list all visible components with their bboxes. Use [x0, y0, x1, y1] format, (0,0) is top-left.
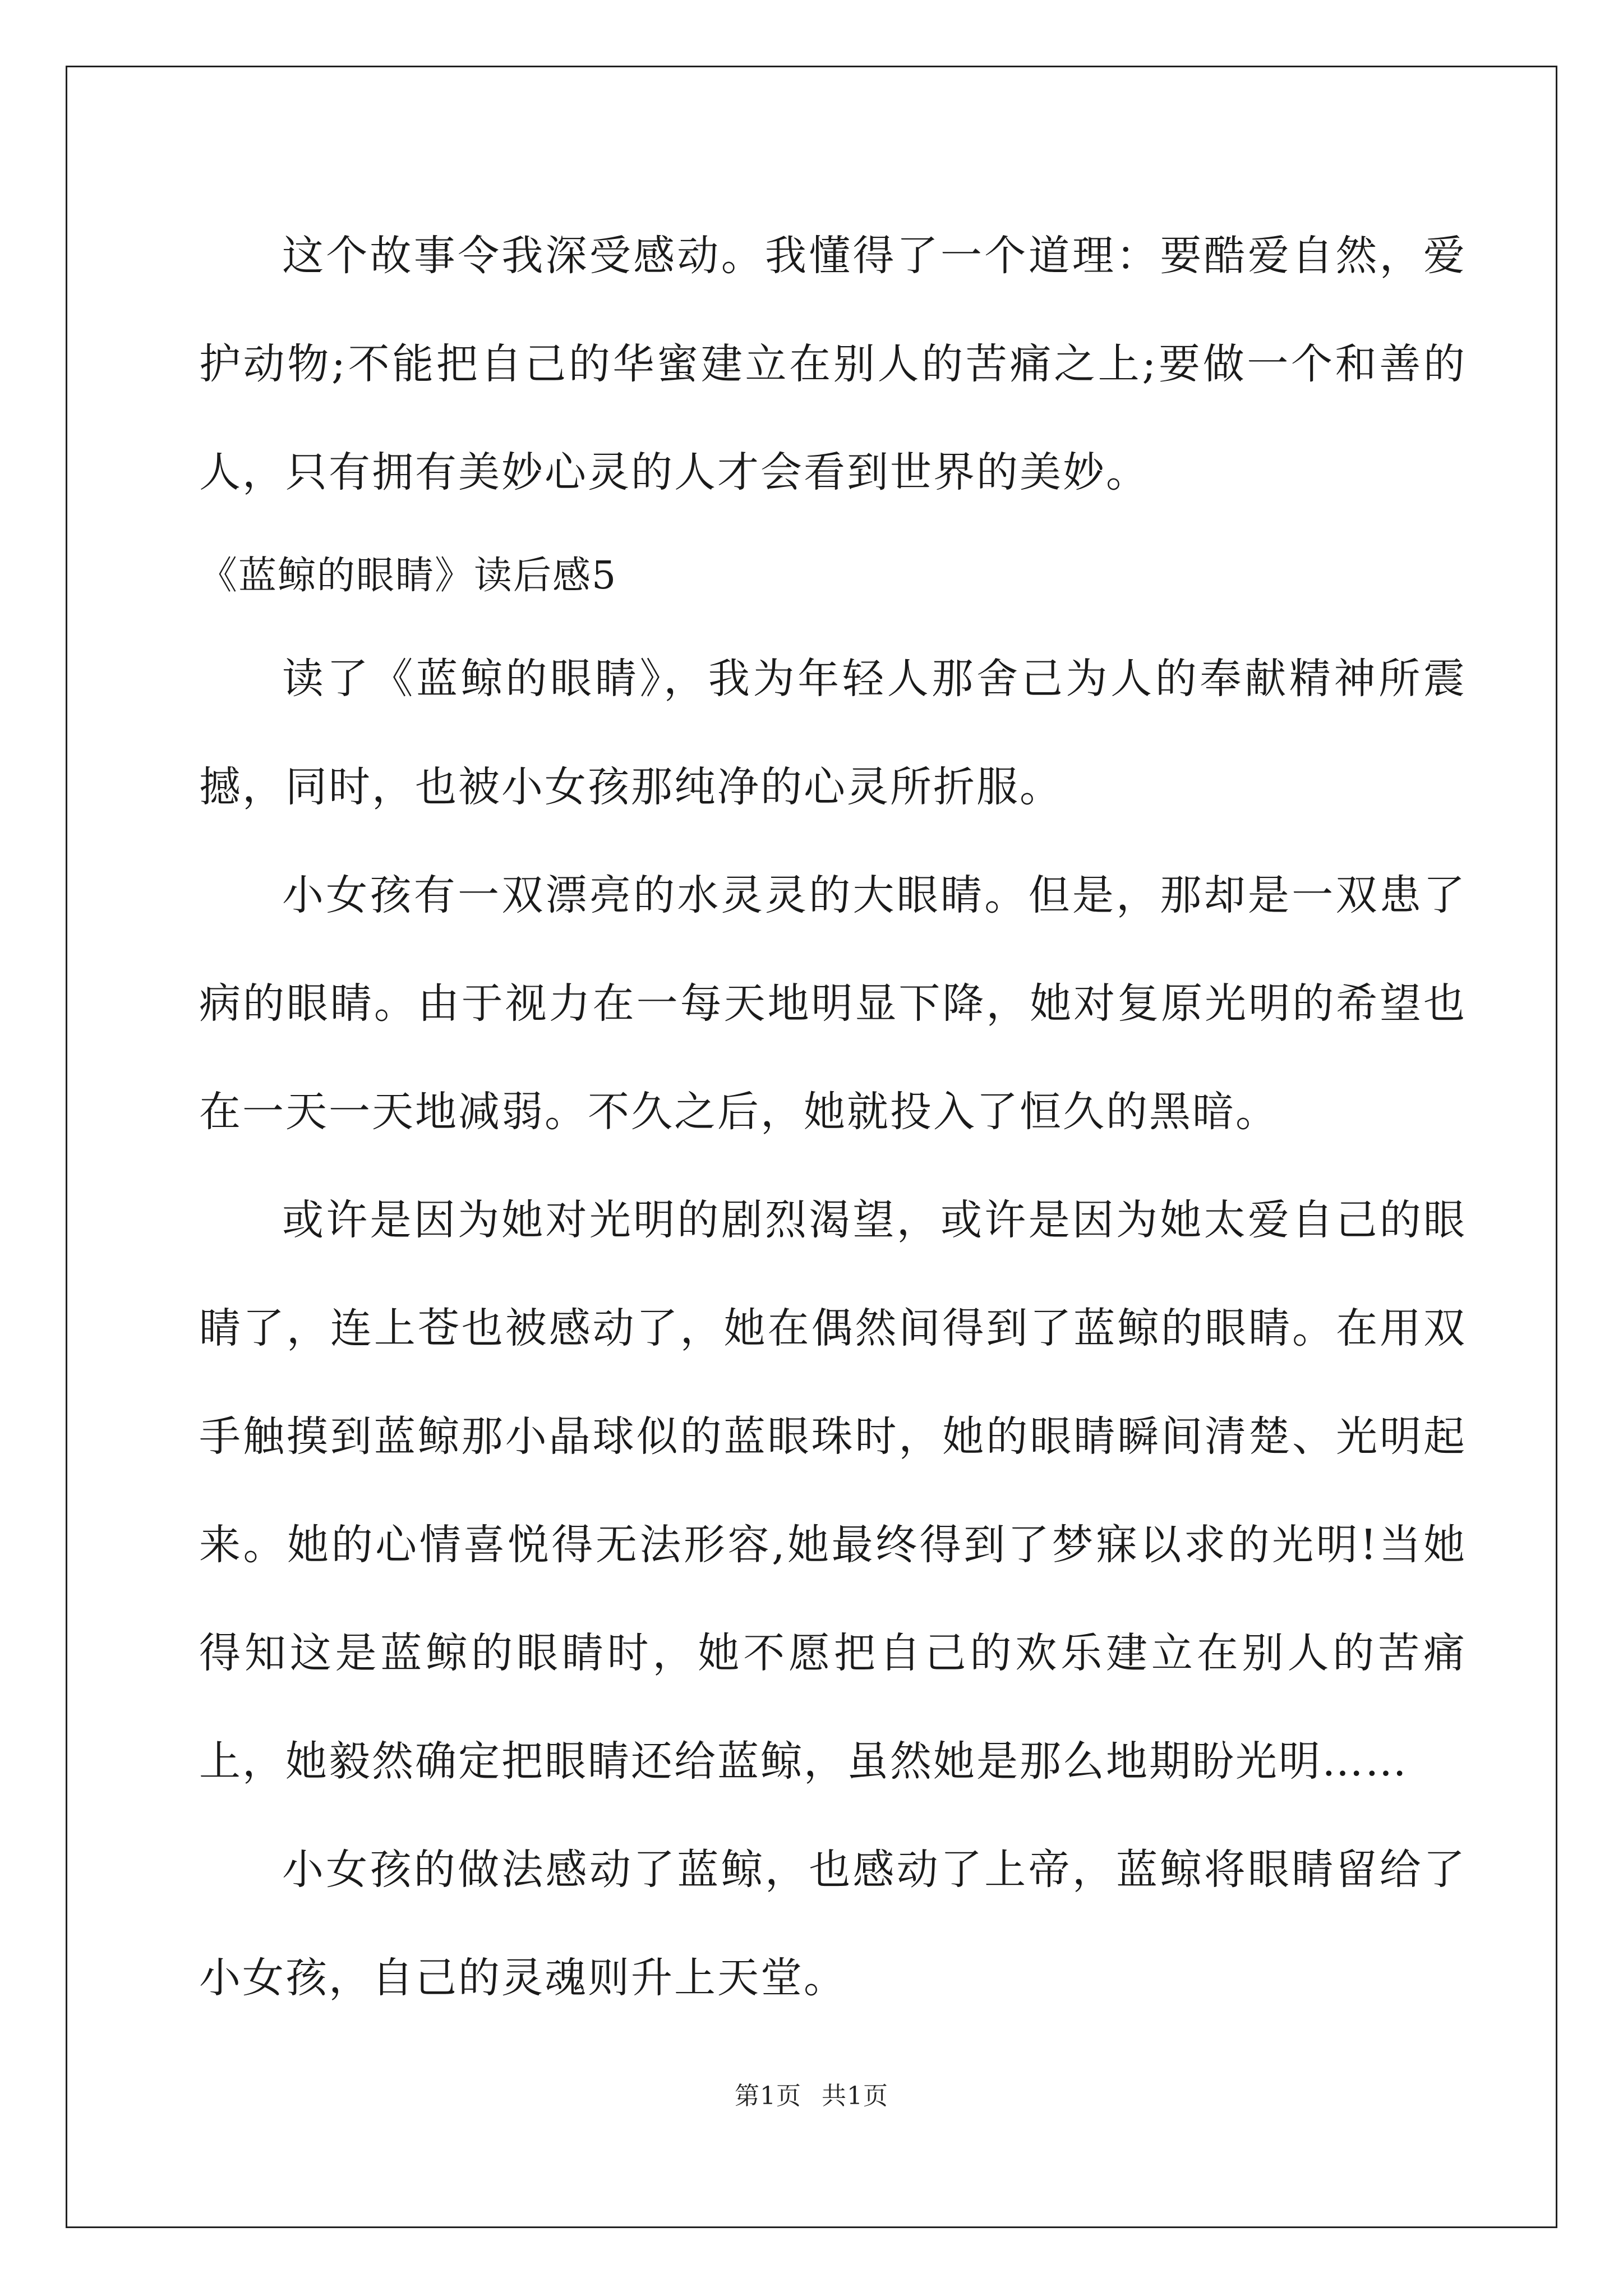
document-body	[199, 202, 1467, 2032]
paragraph-3: 或许是因为她对光明的剧烈渴望，或许是因为她太爱自己的眼睛了，连上苍也被感动了，她在偶然间得到了蓝鲸的眼睛。在用双手触摸到蓝鲸那小晶球似的蓝眼珠时，她的眼睛瞬间清楚、光明起来。她的心情喜悦得无法形容,她最终得到了梦寐以求的光明!当她得知这是蓝鲸的眼睛时，她不愿把自己的欢乐建立在别人的苦痛上，她毅然确定把眼睛还给蓝鲸，虽然她是那么地期盼光明……	[199, 1196, 1467, 1786]
paragraph-intro: 这个故事令我深受感动。我懂得了一个道理：要酷爱自然，爱护动物;不能把自己的华蜜建立在别人的苦痛之上;要做一个和善的人，只有拥有美妙心灵的人才会看到世界的美妙。	[199, 232, 1467, 496]
page-number: 第1页	[735, 2082, 801, 2110]
page-total: 共1页	[822, 2082, 888, 2110]
paragraph-1: 读了《蓝鲸的眼睛》，我为年轻人那舍己为人的奉献精神所震撼，同时，也被小女孩那纯净的心灵所折服。	[199, 655, 1467, 811]
page-footer	[0, 2076, 1623, 2111]
paragraph-4: 小女孩的做法感动了蓝鲸，也感动了上帝，蓝鲸将眼睛留给了小女孩，自己的灵魂则升上天堂。	[199, 1846, 1467, 2002]
section-heading: 《蓝鲸的眼睛》读后感5	[199, 554, 617, 598]
paragraph-2: 小女孩有一双漂亮的水灵灵的大眼睛。但是，那却是一双患了病的眼睛。由于视力在一每天地明显下降，她对复原光明的希望也在一天一天地减弱。不久之后，她就投入了恒久的黑暗。	[199, 871, 1467, 1136]
